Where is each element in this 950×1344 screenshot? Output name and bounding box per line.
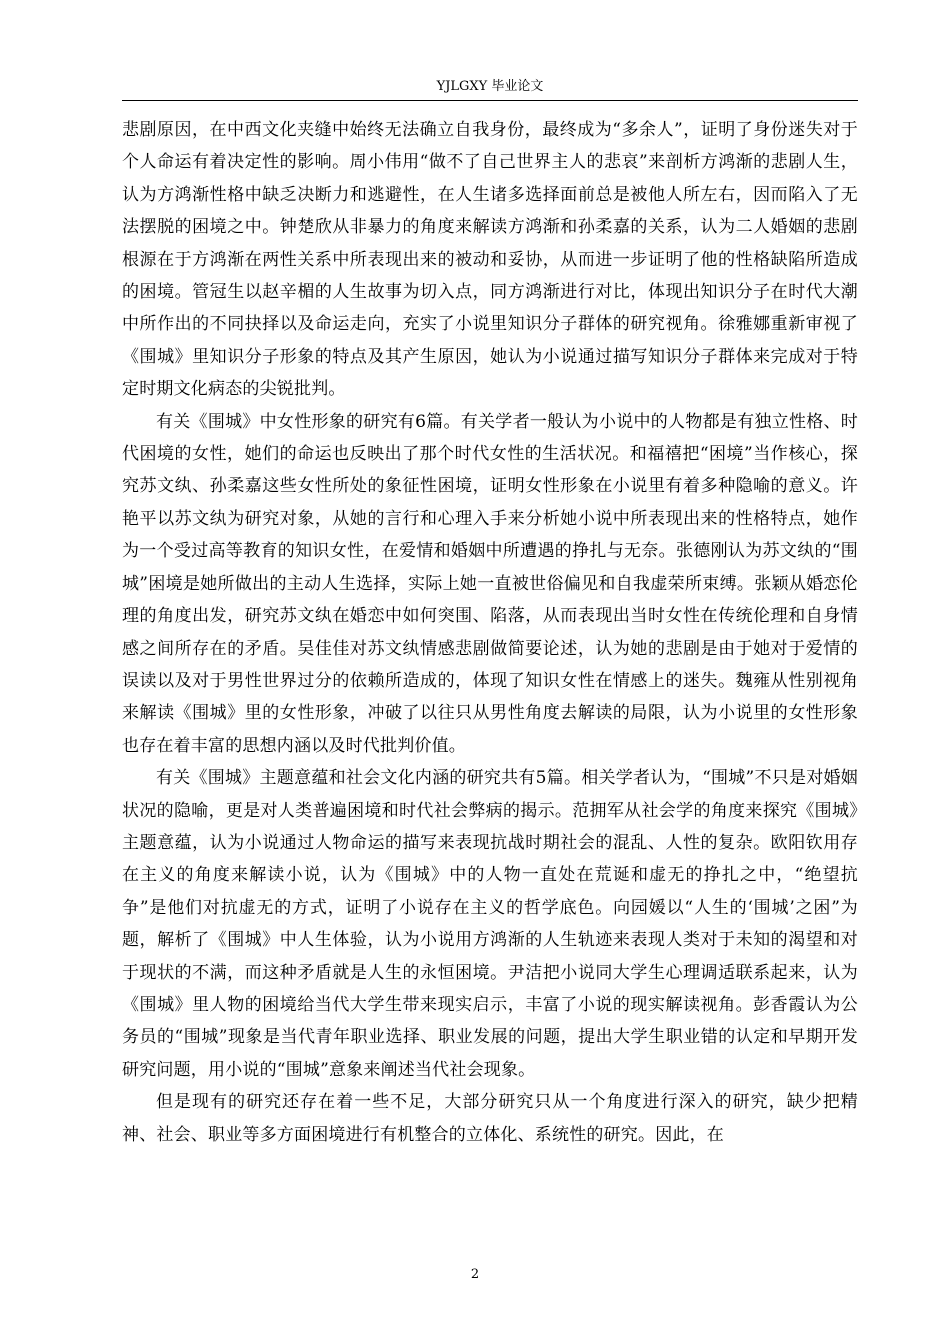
paragraph-female-images: 有关《围城》中女性形象的研究有6篇。有关学者一般认为小说中的人物都是有独立性格、时代困境的女性，她们的命运也反映出了那个时代女性的生活状况。和福禧把“困境”当作核心，探究苏文纨、孙柔嘉这些女性所处的象征性困境，证明女性形象在小说里有着多种隐喻的意义。许艳平以苏文纨为研究对象，从她的言行和心理入手来分析她小说中所表现出来的性格特点，她作为一个受过高等教育的知识女性，在爱情和婚姻中所遭遇的挣扎与无奈。张德刚认为苏文纨的“围城”困境是她所做出的主动人生选择，实际上她一直被世俗偏见和自我虚荣所束缚。张颖从婚恋伦理的角度出发，研究苏文纨在婚恋中如何突围、陷落，从而表现出当时女性在传统伦理和自身情感之间所存在的矛盾。吴佳佳对苏文纨情感悲剧做简要论述，认为她的悲剧是由于她对于爱情的误读以及对于男性世界过分的依赖所造成的，体现了知识女性在情感上的迷失。魏雍从性别视角来解读《围城》里的女性形象，冲破了以往只从男性角度去解读的局限，认为小说里的女性形象也存在着丰富的思想内涵以及时代批判价值。 [122, 411, 858, 756]
page-header [122, 78, 858, 101]
page-number: 2 [470, 1267, 480, 1282]
paragraph-shortcomings: 但是现有的研究还存在着一些不足，大部分研究只从一个角度进行深入的研究，缺少把精神、社会、职业等多方面困境进行有机整合的立体化、系统性的研究。因此，在 [122, 1092, 858, 1145]
header-title: YJLGXY 毕业论文 [436, 79, 544, 94]
paragraph-themes: 有关《围城》主题意蕴和社会文化内涵的研究共有5篇。相关学者认为，“围城”不只是对婚姻状况的隐喻，更是对人类普遍困境和时代社会弊病的揭示。范拥军从社会学的角度来探究《围城》主题意蕴，认为小说通过人物命运的描写来表现抗战时期社会的混乱、人性的复杂。欧阳钦用存在主义的角度来解读小说，认为《围城》中的人物一直处在荒诞和虚无的挣扎之中，“绝望抗争”是他们对抗虚无的方式，证明了小说存在主义的哲学底色。向园媛以“人生的‘围城’之困”为题，解析了《围城》中人生体验，认为小说用方鸿渐的人生轨迹来表现人类对于未知的渴望和对于现状的不满，而这种矛盾就是人生的永恒困境。尹洁把小说同大学生心理调适联系起来，认为《围城》里人物的困境给当代大学生带来现实启示，丰富了小说的现实解读视角。彭香霞认为公务员的“围城”现象是当代青年职业选择、职业发展的问题，提出大学生职业错的认定和早期开发研究问题，用小说的“围城”意象来阐述当代社会现象。 [122, 768, 858, 1080]
paragraph-continuation: 悲剧原因，在中西文化夹缝中始终无法确立自我身份，最终成为“多余人”，证明了身份迷失对于个人命运有着决定性的影响。周小伟用“做不了自己世界主人的悲哀”来剖析方鸿渐的悲剧人生，认为方鸿渐性格中缺乏决断力和逃避性，在人生诸多选择面前总是被他人所左右，因而陷入了无法摆脱的困境之中。钟楚欣从非暴力的角度来解读方鸿渐和孙柔嘉的关系，认为二人婚姻的悲剧根源在于方鸿渐在两性关系中所表现出来的被动和妥协，从而进一步证明了他的性格缺陷所造成的困境。管冠生以赵辛楣的人生故事为切入点，同方鸿渐进行对比，体现出知识分子在时代大潮中所作出的不同抉择以及命运走向，充实了小说里知识分子群体的研究视角。徐雅娜重新审视了《围城》里知识分子形象的特点及其产生原因，她认为小说通过描写知识分子群体来完成对于特定时期文化病态的尖锐批判。 [122, 120, 858, 400]
document-body [122, 114, 858, 1151]
